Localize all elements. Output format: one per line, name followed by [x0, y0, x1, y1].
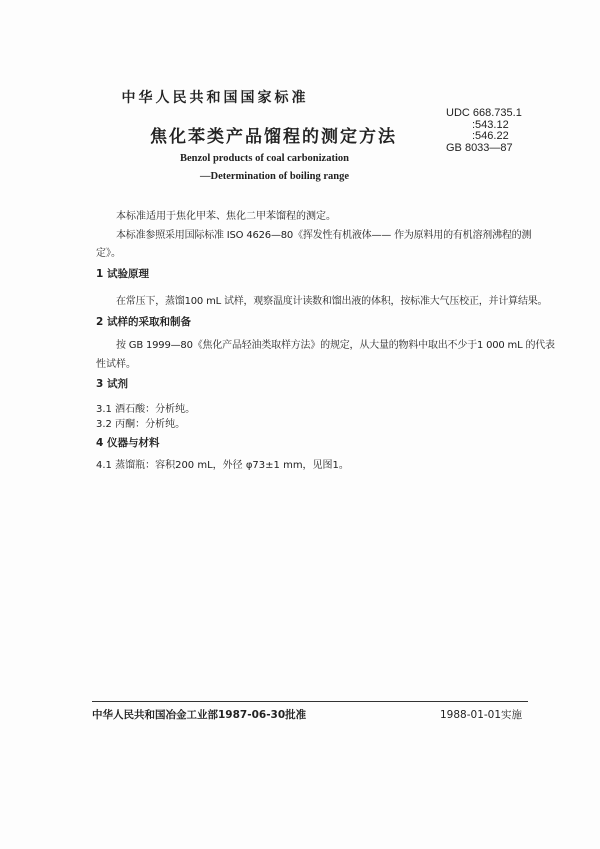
list-item: 3.1 酒石酸：分析纯。 [96, 404, 196, 415]
footer-divider [92, 701, 528, 702]
effective-date: 1988-01-01实施 [440, 709, 523, 721]
section-heading: 3 试剂 [96, 378, 128, 390]
english-title-2: —Determination of boiling range [200, 171, 350, 182]
udc-block [446, 108, 522, 154]
paragraph: 性试样。 [96, 359, 136, 370]
intro-paragraph: 本标准参照采用国际标准 ISO 4626—80《挥发性有机液体—— 作为原料用的有机溶剂沸程的测 [116, 230, 532, 241]
udc-line: :543.12 [472, 118, 509, 131]
national-standard-heading: 中华人民共和国国家标准 [121, 90, 309, 106]
approval-info: 中华人民共和国冶金工业部1987-06-30批准 [92, 709, 307, 721]
paragraph: 在常压下，蒸馏100 mL 试样，观察温度计读数和馏出液的体积，按标准大气压校正，并计算结果。 [116, 296, 548, 307]
udc-line: UDC 668.735.1 [446, 107, 522, 119]
intro-paragraph: 本标准适用于焦化甲苯、焦化二甲苯馏程的测定。 [116, 211, 336, 222]
section-heading: 2 试样的采取和制备 [96, 316, 191, 328]
intro-paragraph: 定》。 [96, 248, 121, 259]
list-item: 4.1 蒸馏瓶：容积200 mL，外径 φ73±1 mm，见图1。 [96, 460, 349, 471]
list-item: 3.2 丙酮：分析纯。 [96, 419, 186, 430]
section-heading: 1 试验原理 [96, 268, 149, 280]
gb-number: GB 8033—87 [446, 141, 513, 154]
section-heading: 4 仪器与材料 [96, 437, 160, 449]
document-title: 焦化苯类产品馏程的测定方法 [150, 127, 397, 147]
udc-line: :546.22 [472, 130, 509, 142]
paragraph: 按 GB 1999—80《焦化产品轻油类取样方法》的规定，从大量的物料中取出不少于1 000 mL 的代表 [116, 340, 555, 351]
english-title-1: Benzol products of coal carbonization [180, 153, 349, 164]
